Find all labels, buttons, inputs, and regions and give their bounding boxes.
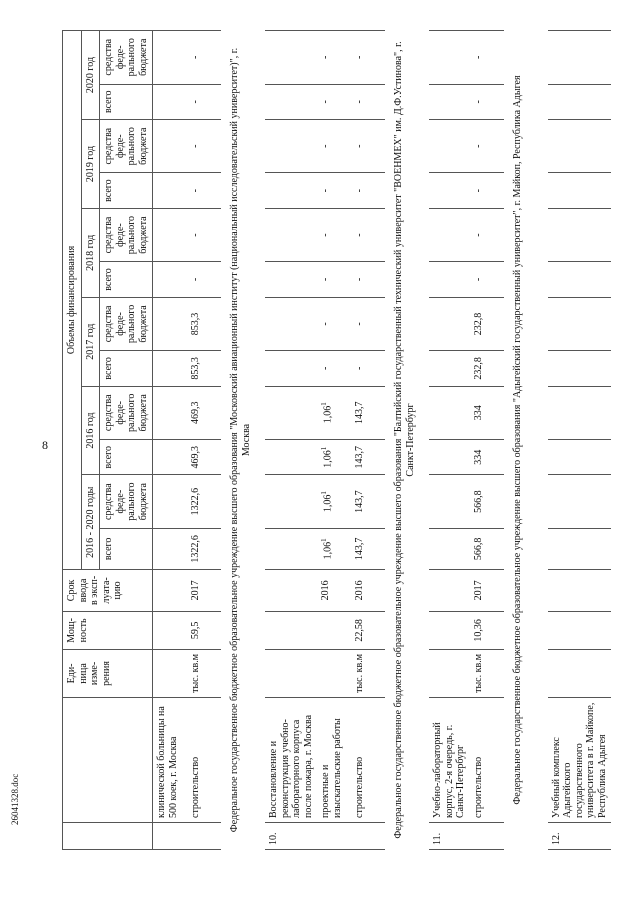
row-value (429, 173, 470, 209)
row-value (429, 528, 470, 569)
row-value (153, 208, 188, 261)
row-value: - (470, 262, 504, 298)
row-value: - (317, 84, 351, 120)
header-federal: средства феде- рального бюджета (100, 297, 153, 350)
row-deadline: 2017 (187, 569, 221, 611)
row-value (548, 262, 612, 298)
row-value (429, 351, 470, 387)
row-value: 853,3 (187, 297, 221, 350)
row-value (153, 297, 188, 350)
row-value (265, 262, 317, 298)
row-value: - (317, 262, 351, 298)
header-financing: Объемы финансирования (63, 31, 82, 570)
row-capacity: 10,36 (470, 611, 504, 649)
row-value (548, 208, 612, 261)
row-value: - (470, 208, 504, 261)
row-value (265, 351, 317, 387)
row-value: 232,8 (470, 297, 504, 350)
header-row-1 (63, 31, 82, 850)
header-num (63, 823, 153, 850)
header-capacity: Мощ- ность (63, 611, 153, 649)
row-number (470, 823, 504, 850)
table-row (351, 31, 385, 850)
row-value: - (470, 120, 504, 173)
table-row (548, 31, 612, 850)
header-year: 2016 - 2020 годы (81, 475, 100, 569)
row-deadline: 2016 (351, 569, 385, 611)
header-total: всего (100, 528, 153, 569)
header-total: всего (100, 439, 153, 475)
row-value (429, 439, 470, 475)
row-value (548, 475, 612, 528)
row-value: - (317, 297, 351, 350)
row-value: 566,8 (470, 475, 504, 528)
row-value (548, 297, 612, 350)
row-value (429, 297, 470, 350)
row-value: - (351, 297, 385, 350)
table-row (265, 31, 317, 850)
header-total: всего (100, 84, 153, 120)
row-value (429, 84, 470, 120)
row-value: - (317, 208, 351, 261)
row-capacity (153, 611, 188, 649)
row-value: - (187, 208, 221, 261)
row-value (265, 120, 317, 173)
row-value (429, 386, 470, 439)
row-value (265, 208, 317, 261)
row-name: строительство (187, 698, 221, 823)
row-value: - (317, 31, 351, 85)
header-federal: средства феде- рального бюджета (100, 386, 153, 439)
row-value (548, 528, 612, 569)
row-value: 1,06$^1$ (317, 386, 351, 439)
row-value: 469,3 (187, 386, 221, 439)
header-total: всего (100, 262, 153, 298)
row-name: проектные и изыскательские работы (317, 698, 351, 823)
row-value: - (351, 351, 385, 387)
header-name (63, 698, 153, 823)
row-value: 232,8 (470, 351, 504, 387)
row-unit: тыс. кв.м (351, 649, 385, 697)
row-value: - (187, 173, 221, 209)
row-value (548, 120, 612, 173)
row-value (429, 208, 470, 261)
row-deadline (548, 569, 612, 611)
row-value (548, 84, 612, 120)
header-total: всего (100, 351, 153, 387)
row-value (265, 386, 317, 439)
row-name: Восстановление и реконструкция учебно-лабораторного корпуса после пожара, г. Москва (265, 698, 317, 823)
row-capacity (548, 611, 612, 649)
table-row (317, 31, 351, 850)
row-value (548, 31, 612, 85)
row-value (153, 31, 188, 85)
row-value: 853,3 (187, 351, 221, 387)
organization-row (221, 31, 265, 850)
row-value: - (351, 84, 385, 120)
financing-table-container (62, 30, 608, 850)
header-year: 2017 год (81, 297, 100, 386)
row-value (429, 120, 470, 173)
row-value: 143,7 (351, 439, 385, 475)
table-row (187, 31, 221, 850)
row-value (153, 475, 188, 528)
row-value: - (351, 262, 385, 298)
row-value: 469,3 (187, 439, 221, 475)
row-value (153, 528, 188, 569)
row-capacity (265, 611, 317, 649)
row-number: 10. (265, 823, 317, 850)
row-capacity (317, 611, 351, 649)
row-unit: тыс. кв.м (470, 649, 504, 697)
row-capacity: 22,58 (351, 611, 385, 649)
row-value (429, 31, 470, 85)
row-unit (265, 649, 317, 697)
row-value: - (351, 120, 385, 173)
row-value: - (187, 31, 221, 85)
row-value: - (351, 31, 385, 85)
row-value (153, 262, 188, 298)
row-value: 566,8 (470, 528, 504, 569)
row-value (265, 475, 317, 528)
row-value: - (470, 173, 504, 209)
row-value: 1,06$^1$ (317, 475, 351, 528)
footnote-marker: 1 (320, 402, 328, 406)
file-name: 26041328.doc (10, 773, 20, 825)
row-value (548, 173, 612, 209)
row-value: - (187, 120, 221, 173)
organization-row (385, 31, 429, 850)
row-value (429, 475, 470, 528)
row-value (265, 297, 317, 350)
header-deadline: Срок ввода в эксп- луата- цию (63, 569, 153, 611)
row-deadline: 2017 (470, 569, 504, 611)
row-value: 334 (470, 386, 504, 439)
row-value: 1322,6 (187, 475, 221, 528)
row-value (548, 386, 612, 439)
row-deadline: 2016 (317, 569, 351, 611)
page-number: 8 (42, 438, 48, 452)
table-row (429, 31, 470, 850)
row-value: 143,7 (351, 528, 385, 569)
row-name: Учебно-лабораторный корпус, 2-я очередь, г. Санкт-Петербург (429, 698, 470, 823)
row-name: строительство (470, 698, 504, 823)
row-value: - (470, 31, 504, 85)
row-value: - (187, 84, 221, 120)
row-value (153, 351, 188, 387)
organization-name: Федеральное государственное бюджетное образовательное учреждение высшего образования "Балтийский государственный технический университет "ВОЕНМЕХ" им. Д.Ф.Устинова", г. Санкт-Петербург (393, 41, 416, 839)
row-value (153, 386, 188, 439)
table-row (470, 31, 504, 850)
row-value (153, 173, 188, 209)
header-year: 2020 год (81, 31, 100, 120)
row-value: 1,06$^1$ (317, 439, 351, 475)
header-federal: средства феде- рального бюджета (100, 208, 153, 261)
row-value: - (351, 173, 385, 209)
table-body (153, 31, 612, 850)
row-value (265, 528, 317, 569)
row-value (265, 173, 317, 209)
header-year: 2018 год (81, 208, 100, 297)
row-deadline (265, 569, 317, 611)
row-capacity: 59,5 (187, 611, 221, 649)
row-number (187, 823, 221, 850)
row-name: клинической больницы на 500 коек, г. Москва (153, 698, 188, 823)
row-value: 334 (470, 439, 504, 475)
header-total: всего (100, 173, 153, 209)
footnote-marker: 1 (320, 446, 328, 451)
header-unit: Еди- ница изме- рения (63, 649, 153, 697)
row-value: 143,7 (351, 475, 385, 528)
organization-name: Федеральное государственное бюджетное образовательное учреждение высшего образования "Адыгейский государственный университет", г. Майкоп, Республика Адыгея (511, 75, 523, 805)
row-value (153, 120, 188, 173)
row-number (317, 823, 351, 850)
row-unit (153, 649, 188, 697)
organization-row (504, 31, 548, 850)
row-number (153, 823, 188, 850)
row-name: строительство (351, 698, 385, 823)
row-value: - (351, 208, 385, 261)
row-number: 12. (548, 823, 612, 850)
header-federal: средства феде- рального бюджета (100, 120, 153, 173)
row-value: 143,7 (351, 386, 385, 439)
row-value: 1,06$^1$ (317, 528, 351, 569)
row-name: Учебный комплекс Адыгейского государственного университета в г. Майкопе, Республика Адыгея (548, 698, 612, 823)
row-unit (548, 649, 612, 697)
row-deadline (153, 569, 188, 611)
organization-name: Федеральное государственное бюджетное образовательное учреждение высшего образования "Московский авиационный институт (национальный исследовательский университет)", г. Москва (229, 47, 252, 833)
row-value (265, 84, 317, 120)
header-year: 2016 год (81, 386, 100, 475)
row-value: - (317, 173, 351, 209)
footnote-marker: 1 (320, 491, 328, 495)
financing-table (62, 30, 611, 850)
row-deadline (429, 569, 470, 611)
row-value (548, 439, 612, 475)
row-unit (317, 649, 351, 697)
row-value: 1322,6 (187, 528, 221, 569)
row-value: - (470, 84, 504, 120)
row-value: - (187, 262, 221, 298)
row-value: - (317, 120, 351, 173)
row-value (153, 84, 188, 120)
header-year: 2019 год (81, 120, 100, 209)
row-capacity (429, 611, 470, 649)
row-number (351, 823, 385, 850)
header-federal: средства феде- рального бюджета (100, 31, 153, 85)
row-unit: тыс. кв.м (187, 649, 221, 697)
footnote-marker: 1 (320, 538, 328, 542)
row-value (548, 351, 612, 387)
row-unit (429, 649, 470, 697)
table-row (153, 31, 188, 850)
row-value (153, 439, 188, 475)
row-number: 11. (429, 823, 470, 850)
header-federal: средства феде- рального бюджета (100, 475, 153, 528)
row-value (265, 439, 317, 475)
row-value (265, 31, 317, 85)
row-value: - (317, 351, 351, 387)
row-value (429, 262, 470, 298)
